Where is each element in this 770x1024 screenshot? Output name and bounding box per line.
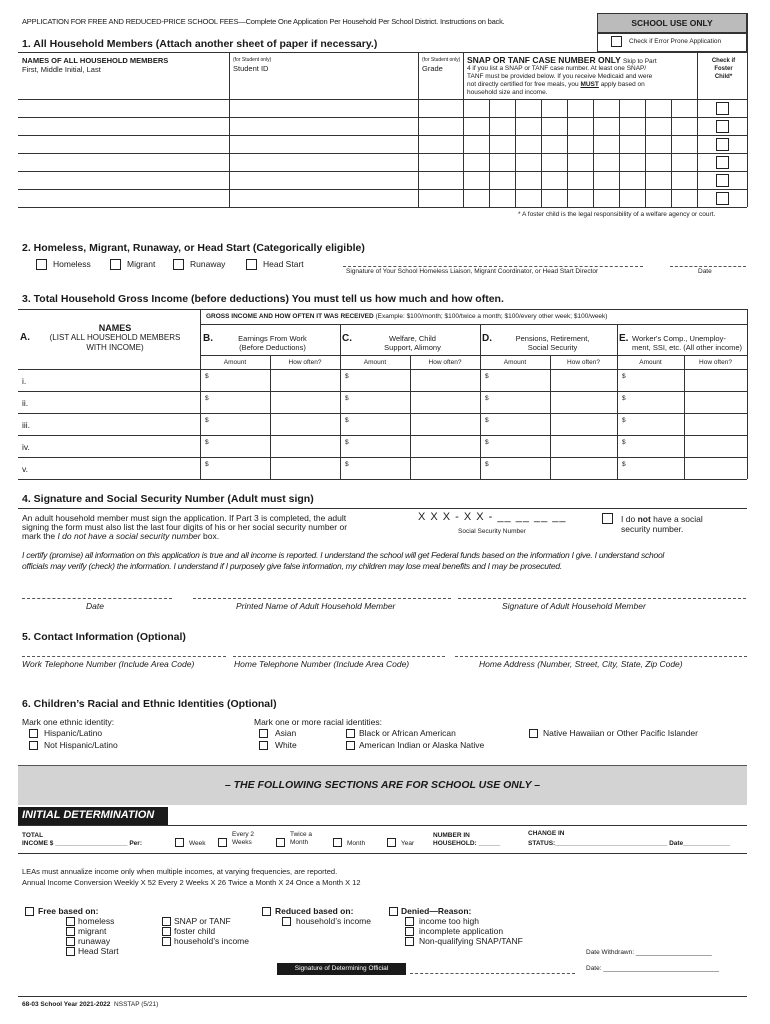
section5-title: 5. Contact Information (Optional) <box>22 631 186 643</box>
foster-header: Check if Foster Child* <box>711 58 736 80</box>
total-income-field: TOTAL INCOME $ ____________________ Per: <box>22 832 142 847</box>
error-prone-checkbox[interactable] <box>611 36 622 47</box>
migrant-checkbox[interactable] <box>110 259 121 270</box>
address-label: Home Address (Number, Street, City, State, Zip Code) <box>479 659 683 669</box>
ssn-field[interactable]: X X X - X X - __ __ __ __ <box>418 511 567 523</box>
not-hispanic-checkbox[interactable] <box>29 741 38 750</box>
free-head-start-checkbox[interactable] <box>66 947 75 956</box>
section4-instructions: An adult household member must sign the application. If Part 3 is completed, the adult signing the form must also list the last four digits of his or her social security number or mark the I do not have a social security number box. <box>22 513 348 541</box>
household-number-field: NUMBER IN HOUSEHOLD: ______ <box>433 832 501 847</box>
change-status-field: CHANGE IN STATUS:_______________________________ Date_____________ <box>528 830 731 847</box>
pensions-header: Pensions, Retirement, Social Security <box>515 334 590 352</box>
snap-header: SNAP OR TANF CASE NUMBER ONLY Skip to Part 4 if you list a SNAP or TANF case number. At least one SNAP/ TANF must be provided below. If you receive Medicaid and were not directly certified for free meals, you MUST apply based on household size and income. <box>467 55 657 96</box>
ssn-label: Social Security Number <box>458 528 526 535</box>
free-migrant-checkbox[interactable] <box>66 927 75 936</box>
welfare-header: Welfare, Child Support, Alimony <box>384 334 441 352</box>
date-label: Date <box>86 601 104 611</box>
head-start-checkbox[interactable] <box>246 259 257 270</box>
denied-incomplete-checkbox[interactable] <box>405 927 414 936</box>
no-ssn-label: I do not have a social security number. <box>621 514 703 534</box>
racial-label: Mark one or more racial identities: <box>254 717 383 727</box>
income-row-label: v. <box>22 464 28 474</box>
section6-title: 6. Children’s Racial and Ethnic Identities (Optional) <box>22 698 277 710</box>
date-line[interactable] <box>22 598 172 599</box>
foster-checkbox[interactable] <box>716 174 729 187</box>
denied-income-too-high-checkbox[interactable] <box>405 917 414 926</box>
denied-checkbox[interactable] <box>389 907 398 916</box>
signature-label: Signature of Adult Household Member <box>502 601 646 611</box>
hispanic-checkbox[interactable] <box>29 729 38 738</box>
free-homeless-checkbox[interactable] <box>66 917 75 926</box>
asian-checkbox[interactable] <box>259 729 268 738</box>
liaison-date-line[interactable] <box>670 266 746 267</box>
address-line[interactable] <box>455 656 747 657</box>
foster-checkbox[interactable] <box>716 192 729 205</box>
school-use-banner: – THE FOLLOWING SECTIONS ARE FOR SCHOOL USE ONLY – <box>18 765 747 805</box>
income-row-label: iv. <box>22 442 30 452</box>
income-row-label: iii. <box>22 420 31 430</box>
section1-title: 1. All Household Members (Attach another sheet of paper if necessary.) <box>22 38 378 50</box>
liaison-signature-label: Signature of Your School Homeless Liaison, Migrant Coordinator, or Head Start Director <box>346 268 599 275</box>
ethnic-label: Mark one ethnic identity: <box>22 717 115 727</box>
annual-conversion: Annual Income Conversion Weekly X 52 Every 2 Weeks X 26 Twice a Month X 24 Once a Month X 12 <box>22 878 361 887</box>
section2-title: 2. Homeless, Migrant, Runaway, or Head Start (Categorically eligible) <box>22 242 365 254</box>
section3-title: 3. Total Household Gross Income (before deductions) You must tell us how much and how often. <box>22 293 504 305</box>
free-runaway-checkbox[interactable] <box>66 937 75 946</box>
official-signature-label-box: Signature of Determining Official <box>277 963 406 975</box>
error-prone-label: Check if Error Prone Application <box>629 38 722 45</box>
pacific-islander-checkbox[interactable] <box>529 729 538 738</box>
official-signature-line[interactable] <box>410 973 575 974</box>
home-phone-line[interactable] <box>233 656 445 657</box>
liaison-signature-line[interactable] <box>343 266 643 267</box>
certification-statement: I certify (promise) all information on this application is true and all income is reported. I understand the school will get Federal funds based on the information I give. I understand school officials may verify (check) the information. I understand if I purposely give false information, my children may lose meal benefits and I may be prosecuted. <box>22 550 665 571</box>
official-date-field: Date: ________________________________ <box>586 965 720 972</box>
printed-name-label: Printed Name of Adult Household Member <box>236 601 396 611</box>
reduced-income-checkbox[interactable] <box>282 917 291 926</box>
names-header: NAMES OF ALL HOUSEHOLD MEMBERS <box>22 56 169 65</box>
work-phone-line[interactable] <box>22 656 226 657</box>
school-use-only-header: SCHOOL USE ONLY <box>597 13 747 33</box>
white-checkbox[interactable] <box>259 741 268 750</box>
foster-checkbox[interactable] <box>716 138 729 151</box>
gross-income-note: GROSS INCOME AND HOW OFTEN IT WAS RECEIVED (Example: $100/month; $100/twice a month; $100/every other week; $100/week) <box>206 313 608 320</box>
signature-line[interactable] <box>458 598 746 599</box>
work-phone-label: Work Telephone Number (Include Area Code) <box>22 659 195 669</box>
footer-form-number: 68-03 School Year 2021-2022 NSSTAP (5/21) <box>22 1001 159 1008</box>
per-month-checkbox[interactable] <box>333 838 342 847</box>
foster-checkbox[interactable] <box>716 156 729 169</box>
no-ssn-checkbox[interactable] <box>602 513 613 524</box>
student-id-header: Student ID <box>233 64 269 73</box>
other-income-header: Worker's Comp., Unemploy- ment, SSI, etc. (All other income) <box>632 334 743 352</box>
date-withdrawn-field: Date Withdrawn: _____________________ <box>586 949 712 956</box>
black-checkbox[interactable] <box>346 729 355 738</box>
free-checkbox[interactable] <box>25 907 34 916</box>
foster-checkbox[interactable] <box>716 120 729 133</box>
names-income-header: NAMES (LIST ALL HOUSEHOLD MEMBERS WITH INCOME) <box>49 323 181 352</box>
free-foster-checkbox[interactable] <box>162 927 171 936</box>
liaison-date-label: Date <box>698 268 712 275</box>
section4-title: 4. Signature and Social Security Number (Adult must sign) <box>22 493 314 505</box>
runaway-checkbox[interactable] <box>173 259 184 270</box>
printed-name-line[interactable] <box>193 598 451 599</box>
income-row-label: ii. <box>22 398 29 408</box>
free-income-checkbox[interactable] <box>162 937 171 946</box>
home-phone-label: Home Telephone Number (Include Area Code) <box>234 659 410 669</box>
per-year-checkbox[interactable] <box>387 838 396 847</box>
foster-footnote: * A foster child is the legal responsibility of a welfare agency or court. <box>518 211 716 218</box>
earnings-header: Earnings From Work (Before Deductions) <box>238 334 307 352</box>
reduced-checkbox[interactable] <box>262 907 271 916</box>
foster-checkbox[interactable] <box>716 102 729 115</box>
income-row-label: i. <box>22 376 27 386</box>
free-snap-checkbox[interactable] <box>162 917 171 926</box>
per-week-checkbox[interactable] <box>175 838 184 847</box>
american-indian-checkbox[interactable] <box>346 741 355 750</box>
per-2weeks-checkbox[interactable] <box>218 838 227 847</box>
form-title: APPLICATION FOR FREE AND REDUCED-PRICE SCHOOL FEES—Complete One Application Per Household Per School District. Instructions on back. <box>22 17 505 26</box>
grade-header: Grade <box>422 64 443 73</box>
initial-determination-header: INITIAL DETERMINATION <box>18 807 168 825</box>
per-twice-month-checkbox[interactable] <box>276 838 285 847</box>
denied-snap-checkbox[interactable] <box>405 937 414 946</box>
leas-note: LEAs must annualize income only when multiple incomes, at varying frequencies, are reported. <box>22 867 338 876</box>
names-subheader: First, Middle Initial, Last <box>22 65 101 74</box>
homeless-checkbox[interactable] <box>36 259 47 270</box>
